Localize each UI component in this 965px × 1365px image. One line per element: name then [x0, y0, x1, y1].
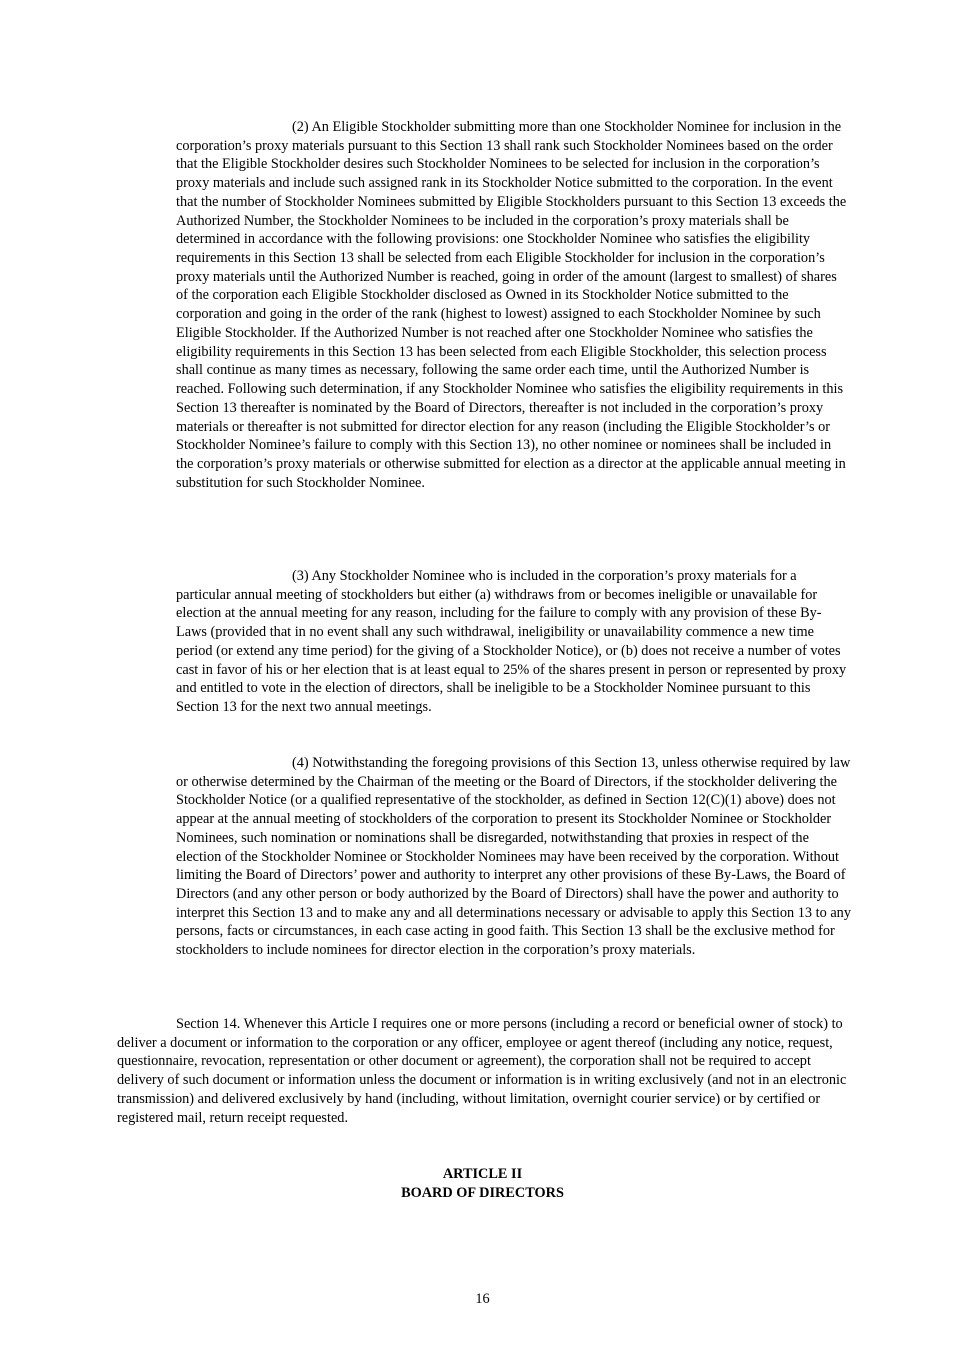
page-number: 16 [475, 1291, 490, 1307]
paragraph-section-13-4: (4) Notwithstanding the foregoing provisions of this Section 13, unless otherwise required by law or otherwise determined by the Chairman of the meeting or the Board of Directors, if the stockholder delivering the Stockholder Notice (or a qualified representative of the stockholder, as defined in Section 12(C)(1) above) does not appear at the annual meeting of stockholders of the corporation to present its Stockholder Nominee or Stockholder Nominees, such nomination or nominations shall be disregarded, notwithstanding that proxies in respect of the election of the Stockholder Nominee or Stockholder Nominees may have been received by the corporation. Without limiting the Board of Directors’ power and authority to interpret any other provisions of these By-Laws, the Board of Directors (and any other person or body authorized by the Board of Directors) shall have the power and authority to interpret this Section 13 and to make any and all determinations necessary or advisable to apply this Section 13 to any persons, facts or circumstances, in each case acting in good faith. This Section 13 shall be the exclusive method for stockholders to include nominees for director election in the corporation’s proxy materials. [176, 755, 851, 959]
paragraph-section-13-3: (3) Any Stockholder Nominee who is included in the corporation’s proxy materials for a particular annual meeting of stockholders but either (a) withdraws from or becomes ineligible or unavailable for election at the annual meeting for any reason, including for the failure to comply with any provision of these By-Laws (provided that in no event shall any such withdrawal, ineligibility or unavailability commence a new time period (or extend any time period) for the giving of a Stockholder Notice), or (b) does not receive a number of votes cast in favor of his or her election that is at least equal to 25% of the shares present in person or represented by proxy and entitled to vote in the election of directors, shall be ineligible to be a Stockholder Nominee pursuant to this Section 13 for the next two annual meetings. [176, 568, 847, 716]
paragraph-section-14: Section 14. Whenever this Article I requires one or more persons (including a record or beneficial owner of stock) to deliver a document or information to the corporation or any officer, employee or agent thereof (including any notice, request, questionnaire, revocation, representation or other document or agreement), the corporation shall not be required to accept delivery of such document or information unless the document or information is in writing exclusively (and not in an electronic transmission) and delivered exclusively by hand (including, without limitation, overnight courier service) or by certified or registered mail, return receipt requested. [117, 1016, 847, 1126]
article-number-heading: ARTICLE II [442, 1166, 523, 1182]
article-title-heading: BOARD OF DIRECTORS [401, 1185, 564, 1201]
paragraph-section-13-2: (2) An Eligible Stockholder submitting more than one Stockholder Nominee for inclusion in the corporation’s proxy materials pursuant to this Section 13 shall rank such Stockholder Nominees based on the order that the Eligible Stockholder desires such Stockholder Nominees to be selected for inclusion in the corporation’s proxy materials and include such assigned rank in its Stockholder Notice submitted to the corporation. In the event that the number of Stockholder Nominees submitted by Eligible Stockholders pursuant to this Section 13 exceeds the Authorized Number, the Stockholder Nominees to be included in the corporation’s proxy materials shall be determined in accordance with the following provisions: one Stockholder Nominee who satisfies the eligibility requirements in this Section 13 shall be selected from each Eligible Stockholder for inclusion in the corporation’s proxy materials until the Authorized Number is reached, going in order of the amount (largest to smallest) of shares of the corporation each Eligible Stockholder disclosed as Owned in its Stockholder Notice submitted to the corporation and going in the order of the rank (highest to lowest) assigned to each Stockholder Nominee by such Eligible Stockholder. If the Authorized Number is not reached after one Stockholder Nominee who satisfies the eligibility requirements in this Section 13 has been selected from each Eligible Stockholder, this selection process shall continue as many times as necessary, following the same order each time, until the Authorized Number is reached. Following such determination, if any Stockholder Nominee who satisfies the eligibility requirements in this Section 13 thereafter is nominated by the Board of Directors, thereafter is not included in the corporation’s proxy materials or thereafter is not submitted for director election for any reason (including the Eligible Stockholder’s or Stockholder Nominee’s failure to comply with this Section 13), no other nominee or nominees shall be included in the corporation’s proxy materials or otherwise submitted for election as a director at the applicable annual meeting in substitution for such Stockholder Nominee. [176, 119, 847, 491]
